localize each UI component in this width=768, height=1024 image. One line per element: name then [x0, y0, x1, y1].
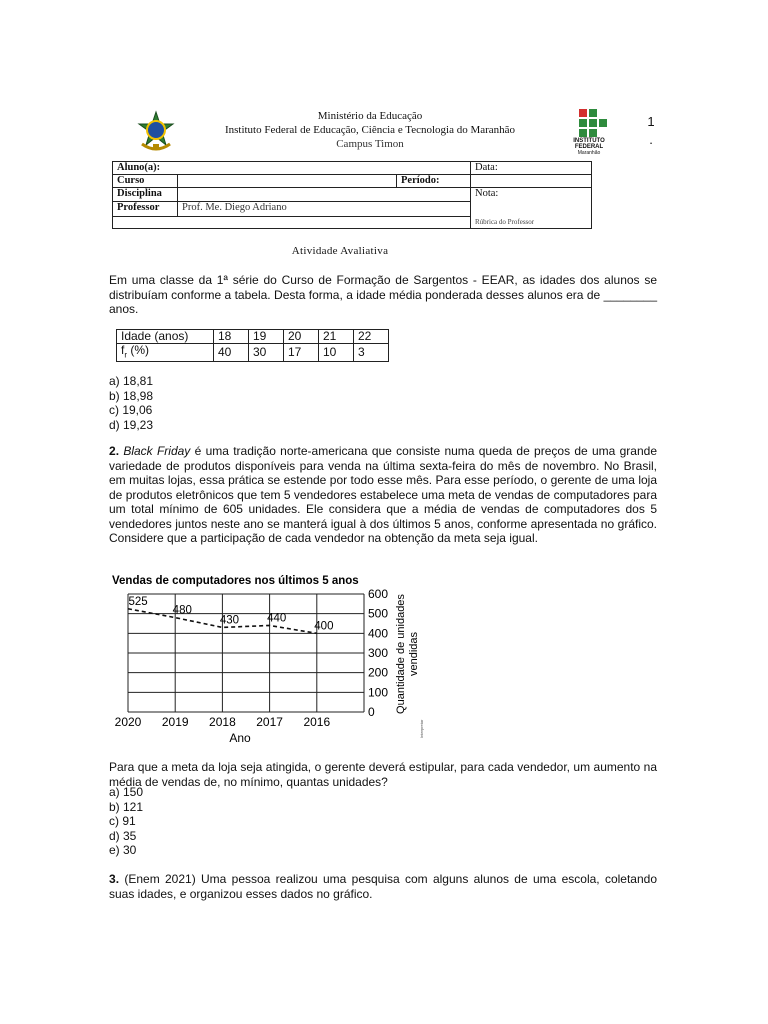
q2-body: é uma tradição norte-americana que consiste numa queda de preços de uma grande variedade de produtos disponíveis para venda na última sexta-feira do mês de novembro. No Brasil, em muitas lojas, essa prática se estende por todo esse mês. Para esse período, o gerente de uma loja de produtos eletrônicos que tem 5 vendedores estabelece uma meta de vendas de computadores para um total mínimo de 605 unidades. Ele considera que a média de vendas de computadores dos 5 vendedores juntos neste ano se manterá igual à dos últimos 5 anos, conforme apresentada no gráfico. Considere que a participação de cada vendedor na obtenção da meta seja igual.	[109, 444, 657, 545]
freq-cell: 3	[354, 344, 389, 362]
curso-label: Curso	[113, 175, 178, 188]
header-ministry: Ministério da Educação	[317, 110, 423, 122]
q1-options	[109, 374, 153, 432]
blank-row	[113, 216, 471, 228]
aluno-label: Aluno(a):	[113, 162, 471, 175]
data-label: 525	[128, 595, 148, 608]
x-tick-label: 2019	[161, 715, 189, 729]
y-tick-label: 500	[368, 606, 389, 621]
logo-text-maranhao: Maranhão	[577, 150, 601, 156]
freq-cell: 10	[319, 344, 354, 362]
disciplina-value[interactable]	[178, 188, 471, 202]
curso-value[interactable]	[178, 175, 397, 188]
page-number: 1 .	[647, 114, 655, 147]
x-tick-label: 2017	[256, 715, 283, 729]
data-label: 400	[314, 620, 334, 633]
q2-text: 2. Black Friday é uma tradição norte-americana que consiste numa queda de preços de uma grande variedade de produtos disponíveis para venda na última sexta-feira do mês de novembro. No Brasil, em muitas lojas, essa prática se estende por todo esse mês. Para esse período, o gerente de uma loja de produtos eletrônicos que tem 5 vendedores estabelece uma meta de vendas de computadores para um total mínimo de 605 unidades. Ele considera que a média de vendas de computadores dos 5 vendedores juntos neste ano se manterá igual à dos últimos 5 anos, conforme apresentada no gráfico. Considere que a participação de cada vendedor na obtenção da meta seja igual.	[109, 444, 657, 545]
rubrica-label: Rúbrica do Professor	[475, 218, 535, 226]
q2-question: Para que a meta da loja seja atingida, o gerente deverá estipular, para cada vendedor, um aumento na média de vendas de, no mínimo, quantas unidades?	[109, 760, 657, 789]
chart-title: Vendas de computadores nos últimos 5 anos	[112, 575, 359, 587]
q2-black-friday: Black Friday	[123, 444, 191, 458]
chart-credit: Interpretar	[419, 719, 424, 738]
chart-x-label: Ano	[229, 731, 251, 745]
data-label: 430	[219, 614, 240, 627]
chart-grid	[128, 594, 364, 712]
q2-option-d[interactable]: d) 35	[109, 828, 137, 843]
q1-option-a[interactable]: a) 18,81	[109, 374, 154, 388]
age-cell: 21	[319, 330, 354, 344]
periodo-value[interactable]	[471, 175, 592, 188]
freq-cell: 17	[284, 344, 319, 362]
q1-text: Em uma classe da 1ª série do Curso de Formação de Sargentos - EEAR, as idades dos alunos se distribuíam conforme a tabela. Desta forma, a idade média ponderada desses alunos era de ________ anos.	[109, 273, 657, 316]
q3-body: (Enem 2021) Uma pessoa realizou uma pesquisa com alguns alunos de uma escola, coletando suas idades, e organizou esses dados no gráfico.	[109, 872, 657, 901]
data-label: 480	[172, 604, 192, 617]
q1-option-c[interactable]: c) 19,06	[109, 403, 153, 417]
nota-label: Nota:	[475, 188, 499, 199]
data-label: Data:	[471, 162, 592, 175]
professor-label: Professor	[113, 202, 178, 216]
age-cell: 20	[284, 330, 319, 344]
chart-y-label: Quantidade de unidadesvendidas	[395, 594, 420, 714]
q2-option-b[interactable]: b) 121	[109, 799, 144, 814]
header-campus: Campus Timon	[336, 138, 404, 150]
header-institute: Instituto Federal de Educação, Ciência e Tecnologia do Maranhão	[224, 124, 516, 136]
chart-y-ticks	[368, 587, 388, 719]
y-tick-label: 100	[368, 685, 389, 700]
y-tick-label: 200	[368, 665, 389, 680]
q2-option-c[interactable]: c) 91	[109, 814, 136, 828]
y-tick-label: 300	[368, 646, 389, 660]
q3-number: 3	[109, 872, 116, 886]
q2-options	[109, 785, 143, 858]
x-tick-label: 2016	[303, 715, 331, 729]
student-info-table	[112, 161, 592, 229]
q2-option-e[interactable]: e) 30	[109, 843, 137, 857]
freq-cell: 30	[249, 344, 284, 362]
chart-x-ticks	[115, 715, 331, 729]
brasil-coat-of-arms-logo	[134, 110, 178, 152]
logo-text-instituto: INSTITUTO	[573, 138, 605, 144]
age-cell: 22	[354, 330, 389, 344]
age-frequency-table	[116, 329, 389, 362]
q2-number: 2	[109, 444, 116, 458]
freq-row-label: $f_r$ (%)	[117, 344, 214, 362]
x-tick-label: 2020	[114, 715, 142, 729]
y-tick-label: 400	[368, 626, 389, 641]
professor-name: Prof. Me. Diego Adriano	[178, 202, 471, 216]
data-label: 440	[267, 612, 287, 625]
logo-text-federal: FEDERAL	[574, 144, 604, 150]
age-row-label: Idade (anos)	[117, 330, 214, 344]
activity-title: Atividade Avaliativa	[291, 245, 389, 257]
y-tick-label: 600	[368, 587, 389, 601]
sales-chart	[108, 570, 428, 750]
y-tick-label: 0	[368, 705, 375, 719]
q1-option-d[interactable]: d) 19,23	[109, 417, 154, 432]
age-cell: 19	[249, 330, 284, 344]
x-tick-label: 2018	[209, 715, 236, 729]
q2-option-a[interactable]: a) 150	[109, 785, 144, 799]
q3-text: 3. (Enem 2021) Uma pessoa realizou uma pesquisa com alguns alunos de uma escola, coletando suas idades, e organizou esses dados no gráfico.	[109, 872, 657, 901]
periodo-label: Período:	[397, 175, 471, 188]
age-cell: 18	[214, 330, 249, 344]
chart-series	[128, 596, 333, 634]
ifma-logo	[567, 108, 611, 154]
q1-option-b[interactable]: b) 18,98	[109, 388, 154, 403]
disciplina-label: Disciplina	[113, 188, 178, 202]
freq-cell: 40	[214, 344, 249, 362]
